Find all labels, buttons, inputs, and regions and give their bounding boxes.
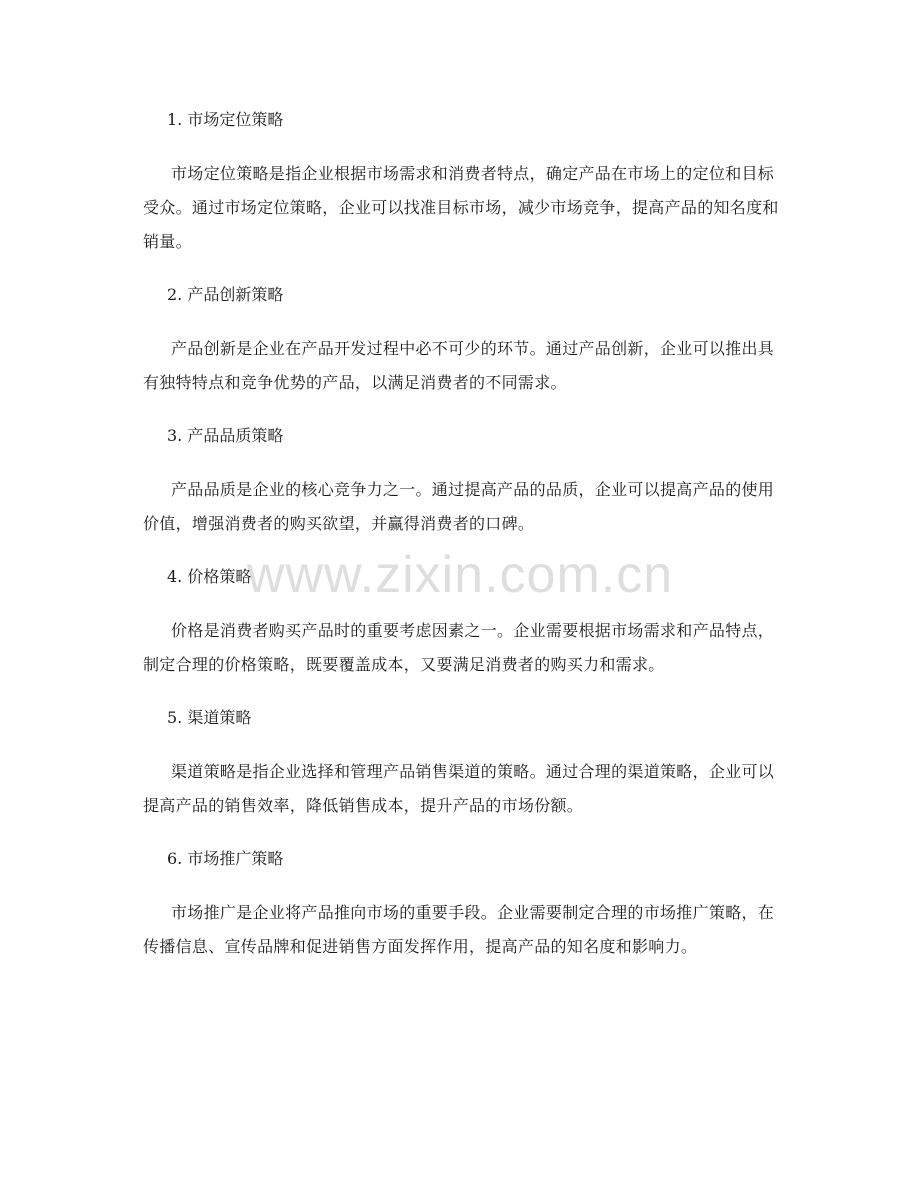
section-paragraph: 产品品质是企业的核心竞争力之一。通过提高产品的品质，企业可以提高产品的使用价值，增强消费者的购买欲望，并赢得消费者的口碑。	[143, 480, 775, 533]
document-content	[143, 103, 783, 983]
section-heading: 6. 市场推广策略	[167, 849, 284, 868]
section-heading: 4. 价格策略	[167, 567, 252, 586]
section-heading: 3. 产品品质策略	[167, 426, 284, 445]
section-paragraph: 市场定位策略是指企业根据市场需求和消费者特点，确定产品在市场上的定位和目标受众。通过市场定位策略，企业可以找准目标市场，减少市场竞争，提高产品的知名度和销量。	[143, 164, 779, 251]
section-heading: 5. 渠道策略	[167, 708, 252, 727]
section-heading: 2. 产品创新策略	[167, 285, 284, 304]
section-heading: 1. 市场定位策略	[167, 110, 284, 129]
section-paragraph: 市场推广是企业将产品推向市场的重要手段。企业需要制定合理的市场推广策略，在传播信息、宣传品牌和促进销售方面发挥作用，提高产品的知名度和影响力。	[143, 903, 775, 956]
section-paragraph: 产品创新是企业在产品开发过程中必不可少的环节。通过产品创新，企业可以推出具有独特特点和竞争优势的产品，以满足消费者的不同需求。	[143, 339, 775, 392]
section-paragraph: 渠道策略是指企业选择和管理产品销售渠道的策略。通过合理的渠道策略，企业可以提高产品的销售效率，降低销售成本，提升产品的市场份额。	[143, 762, 775, 815]
section-paragraph: 价格是消费者购买产品时的重要考虑因素之一。企业需要根据市场需求和产品特点，制定合理的价格策略，既要覆盖成本，又要满足消费者的购买力和需求。	[143, 621, 775, 674]
watermark: www.zixin.com.cn	[246, 546, 674, 604]
